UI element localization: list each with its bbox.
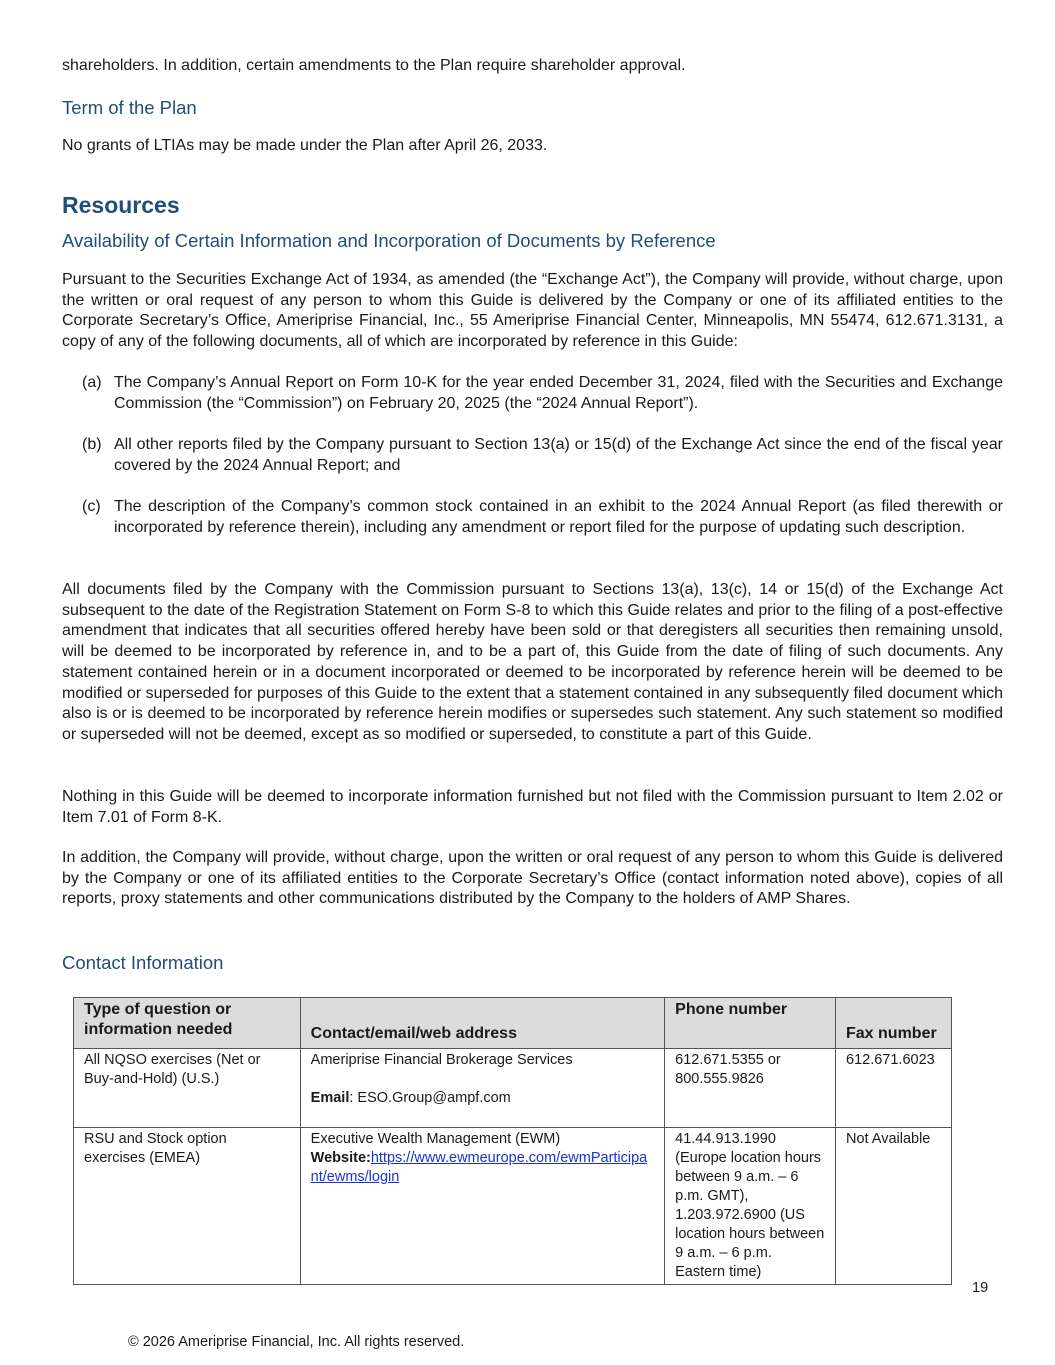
list-item-label: (c) bbox=[82, 498, 101, 516]
list-item-text: The description of the Company’s common stock contained in an exhibit to the 2024 Annual Report (as filed therewith or incorporated by reference therein), including any amendment or report filed for the purpose of updating such description. bbox=[114, 498, 1003, 536]
table-row bbox=[74, 1128, 952, 1285]
header-type: Type of question or information needed bbox=[74, 998, 301, 1049]
list-item bbox=[62, 497, 1003, 538]
list-item-text: All other reports filed by the Company pursuant to Section 13(a) or 15(d) of the Exchange Act since the end of the fiscal year covered by the 2024 Annual Report; and bbox=[114, 436, 1003, 474]
cell-type: RSU and Stock option exercises (EMEA) bbox=[74, 1128, 301, 1285]
email-value: : ESO.Group@ampf.com bbox=[349, 1090, 511, 1106]
email-label: Email bbox=[310, 1090, 350, 1106]
cell-phone: 612.671.5355 or 800.555.9826 bbox=[665, 1049, 836, 1128]
para-all-documents: All documents filed by the Company with the Commission pursuant to Sections 13(a), 13(c), 14 or 15(d) of the Exchange Act subsequent to the date of the Registration Statement on Form S-8 to which this Guide relates and prior to the filing of a post-effective amendment that indicates that all securities offered hereby have been sold or that deregisters all securities then remaining unsold, will be deemed to be incorporated by reference in, and to be a part of, this Guide from the date of filing of such documents. Any statement contained herein or in a document incorporated or deemed to be incorporated by reference herein will be deemed to be modified or superseded for purposes of this Guide to the extent that a statement contained in any subsequently filed document which also is or is deemed to be incorporated by reference herein modifies or supersedes such statement. Any such statement so modified or superseded will not be deemed, except as so modified or superseded, to constitute a part of this Guide. bbox=[62, 581, 1003, 743]
contact-name: Executive Wealth Management (EWM) bbox=[310, 1131, 561, 1147]
header-contact: Contact/email/web address bbox=[300, 998, 664, 1049]
term-text: No grants of LTIAs may be made under the Plan after April 26, 2033. bbox=[62, 137, 548, 154]
table-row bbox=[74, 1049, 952, 1128]
top-text: shareholders. In addition, certain amendments to the Plan require shareholder approval. bbox=[62, 57, 686, 74]
header-phone: Phone number bbox=[665, 998, 836, 1049]
website-link[interactable]: https://www.ewmeurope.com/ewmParticipant/ewms/login bbox=[310, 1150, 648, 1185]
contact-heading: Contact Information bbox=[62, 952, 224, 973]
availability-intro: Pursuant to the Securities Exchange Act of 1934, as amended (the “Exchange Act”), the Company will provide, without charge, upon the written or oral request of any person to whom this Guide is delivered by the Company or one of its affiliated entities to the Corporate Secretary’s Office, Ameriprise Financial, Inc., 55 Ameriprise Financial Center, Minneapolis, MN 55474, 612.671.3131, a copy of any of the following documents, all of which are incorporated by reference in this Guide: bbox=[62, 271, 1003, 351]
cell-phone: 41.44.913.1990 (Europe location hours between 9 a.m. – 6 p.m. GMT), 1.203.972.6900 (US location hours between 9 a.m. – 6 p.m. Eastern time) bbox=[665, 1128, 836, 1285]
contact-email bbox=[311, 1089, 654, 1108]
cell-contact bbox=[300, 1128, 664, 1285]
cell-fax: 612.671.6023 bbox=[836, 1049, 952, 1128]
page-number: 19 bbox=[972, 1280, 989, 1296]
cell-fax: Not Available bbox=[836, 1128, 952, 1285]
footer-copyright: © 2026 Ameriprise Financial, Inc. All rights reserved. bbox=[128, 1334, 465, 1350]
table-header-row bbox=[74, 998, 952, 1049]
header-fax: Fax number bbox=[836, 998, 952, 1049]
contact-table bbox=[73, 997, 952, 1285]
cell-type: All NQSO exercises (Net or Buy-and-Hold) (U.S.) bbox=[74, 1049, 301, 1128]
list-item-text: The Company’s Annual Report on Form 10-K for the year ended December 31, 2024, filed with the Securities and Exchange Commission (the “Commission”) on February 20, 2025 (the “2024 Annual Report”). bbox=[114, 374, 1003, 412]
list-item-label: (b) bbox=[82, 436, 102, 454]
para-addition: In addition, the Company will provide, without charge, upon the written or oral request of any person to whom this Guide is delivered by the Company or one of its affiliated entities to the Corporate Secretary’s Office (contact information noted above), copies of all reports, proxy statements and other communications distributed by the Company to the holders of AMP Shares. bbox=[62, 849, 1003, 908]
website-label: Website: bbox=[310, 1150, 371, 1166]
documents-list bbox=[62, 373, 1003, 539]
resources-heading: Resources bbox=[62, 192, 180, 218]
contact-name: Ameriprise Financial Brokerage Services bbox=[310, 1052, 573, 1068]
para-nothing: Nothing in this Guide will be deemed to incorporate information furnished but not filed with the Commission pursuant to Item 2.02 or Item 7.01 of Form 8-K. bbox=[62, 788, 1003, 826]
term-heading: Term of the Plan bbox=[62, 97, 197, 118]
list-item bbox=[62, 435, 1003, 476]
availability-heading: Availability of Certain Information and Incorporation of Documents by Reference bbox=[62, 230, 716, 251]
cell-contact bbox=[300, 1049, 664, 1128]
contact-website bbox=[311, 1149, 654, 1187]
list-item-label: (a) bbox=[82, 374, 102, 391]
list-item bbox=[62, 373, 1003, 414]
